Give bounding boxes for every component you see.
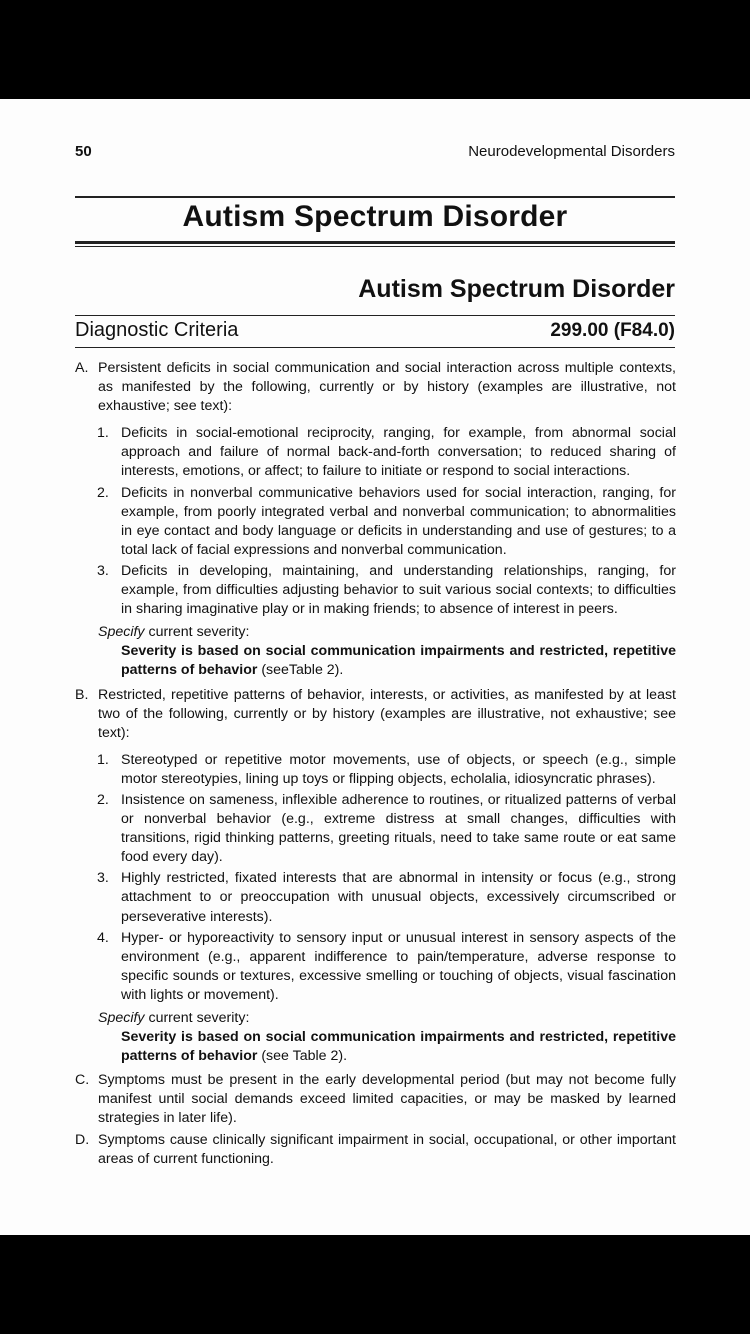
criterion-b bbox=[75, 686, 676, 743]
severity-ref: (seeTable 2). bbox=[257, 662, 344, 679]
criteria-bar bbox=[75, 319, 675, 342]
criteria-label: Diagnostic Criteria bbox=[75, 319, 239, 341]
criterion-text: Persistent deficits in social communication and social interaction across multiple contexts, as manifested by the following, currently or by history (examples are illustrative, not exhaustive; see text): bbox=[98, 360, 676, 415]
list-item bbox=[75, 484, 676, 560]
list-item-text: Deficits in nonverbal communicative behaviors used for social interaction, ranging, for example, from poorly integrated verbal and nonverbal communication; to abnormalities in eye contact and body language or deficits in understanding and use of gestures; to a total lack of facial expressions and nonverbal communication. bbox=[121, 484, 676, 558]
chapter-top-rule bbox=[75, 196, 675, 198]
list-item-text: Hyper- or hyporeactivity to sensory input or unusual interest in sensory aspects of the environment (e.g., apparent indifference to pain/temperature, adverse response to specific sounds or textures, excessive smelling or touching of objects, visual fascination with lights or movement). bbox=[121, 929, 676, 1003]
list-item bbox=[75, 562, 676, 619]
severity-bold: Severity is based on social communication impairments and restricted, repetitive patterns of behavior bbox=[121, 1029, 676, 1065]
list-item bbox=[75, 929, 676, 1005]
criterion-label: D. bbox=[75, 1131, 90, 1148]
criterion-a bbox=[75, 359, 676, 416]
section-rule bbox=[75, 315, 675, 316]
list-item-number: 3. bbox=[97, 870, 109, 887]
criteria-body bbox=[75, 359, 676, 1169]
diagnostic-code: 299.00 (F84.0) bbox=[550, 320, 675, 341]
list-item-number: 3. bbox=[97, 562, 109, 579]
criterion-label: C. bbox=[75, 1072, 90, 1089]
page-number: 50 bbox=[75, 143, 92, 160]
chapter-title: Autism Spectrum Disorder bbox=[182, 200, 568, 233]
document-page bbox=[0, 99, 750, 1235]
list-item-number: 1. bbox=[97, 751, 109, 768]
list-item-number: 1. bbox=[97, 425, 109, 442]
criterion-text: Symptoms cause clinically significant impairment in social, occupational, or other important areas of current functioning. bbox=[98, 1131, 676, 1167]
severity-note bbox=[75, 642, 676, 680]
specify-line bbox=[75, 1009, 676, 1028]
criteria-rule bbox=[75, 347, 675, 348]
specify-word: Specify bbox=[98, 624, 145, 641]
criterion-text: Restricted, repetitive patterns of behavior, interests, or activities, as manifested by at least two of the following, currently or by history (examples are illustrative, not exhaustive; see text): bbox=[98, 686, 676, 741]
list-item-text: Deficits in developing, maintaining, and understanding relationships, ranging, for example, from difficulties adjusting behavior to suit various social contexts; to difficulties in sharing imaginative play or in making friends; to absence of interest in peers. bbox=[121, 562, 676, 618]
chapter-bottom-rule bbox=[75, 241, 675, 244]
list-item-text: Insistence on sameness, inflexible adherence to routines, or ritualized patterns of verbal or nonverbal behavior (e.g., extreme distress at small changes, difficulties with transitions, rigid thinking patterns, greeting rituals, need to take same route or eat same food every day). bbox=[121, 791, 676, 866]
criterion-d bbox=[75, 1131, 676, 1169]
running-title: Neurodevelopmental Disorders bbox=[468, 143, 675, 160]
list-item bbox=[75, 791, 676, 867]
criterion-c bbox=[75, 1071, 676, 1128]
list-item-number: 2. bbox=[97, 484, 109, 501]
list-item-text: Deficits in social-emotional reciprocity, ranging, for example, from abnormal social approach and failure of normal back-and-forth conversation; to reduced sharing of interests, emotions, or affect; to failure to initiate or respond to social interactions. bbox=[121, 425, 676, 480]
criterion-label: B. bbox=[75, 686, 89, 703]
specify-line bbox=[75, 623, 676, 642]
specify-rest: current severity: bbox=[144, 624, 250, 641]
specify-word: Specify bbox=[98, 1010, 145, 1026]
list-item bbox=[75, 751, 676, 789]
section-title: Autism Spectrum Disorder bbox=[358, 275, 675, 303]
severity-note bbox=[75, 1028, 676, 1066]
list-item-number: 4. bbox=[97, 929, 109, 946]
list-item bbox=[75, 424, 676, 481]
severity-ref: (see Table 2). bbox=[257, 1048, 348, 1065]
criterion-text: Symptoms must be present in the early developmental period (but may not become fully manifest until social demands exceed limited capacities, or may be masked by learned strategies in later life). bbox=[98, 1072, 676, 1127]
severity-bold: Severity is based on social communication impairments and restricted, repetitive patterns of behavior bbox=[121, 643, 676, 679]
running-header bbox=[75, 143, 675, 160]
list-item-text: Stereotyped or repetitive motor movements, use of objects, or speech (e.g., simple motor stereotypies, lining up toys or flipping objects, echolalia, idiosyncratic phrases). bbox=[121, 751, 676, 787]
list-item bbox=[75, 869, 676, 926]
list-item-text: Highly restricted, fixated interests that are abnormal in intensity or focus (e.g., strong attachment to or preoccupation with unusual objects, excessively circumscribed or perseverative interests). bbox=[121, 870, 676, 925]
criterion-label: A. bbox=[75, 360, 89, 376]
specify-rest: current severity: bbox=[144, 1010, 250, 1026]
chapter-bottom-thin-rule bbox=[75, 246, 675, 247]
list-item-number: 2. bbox=[97, 791, 109, 808]
